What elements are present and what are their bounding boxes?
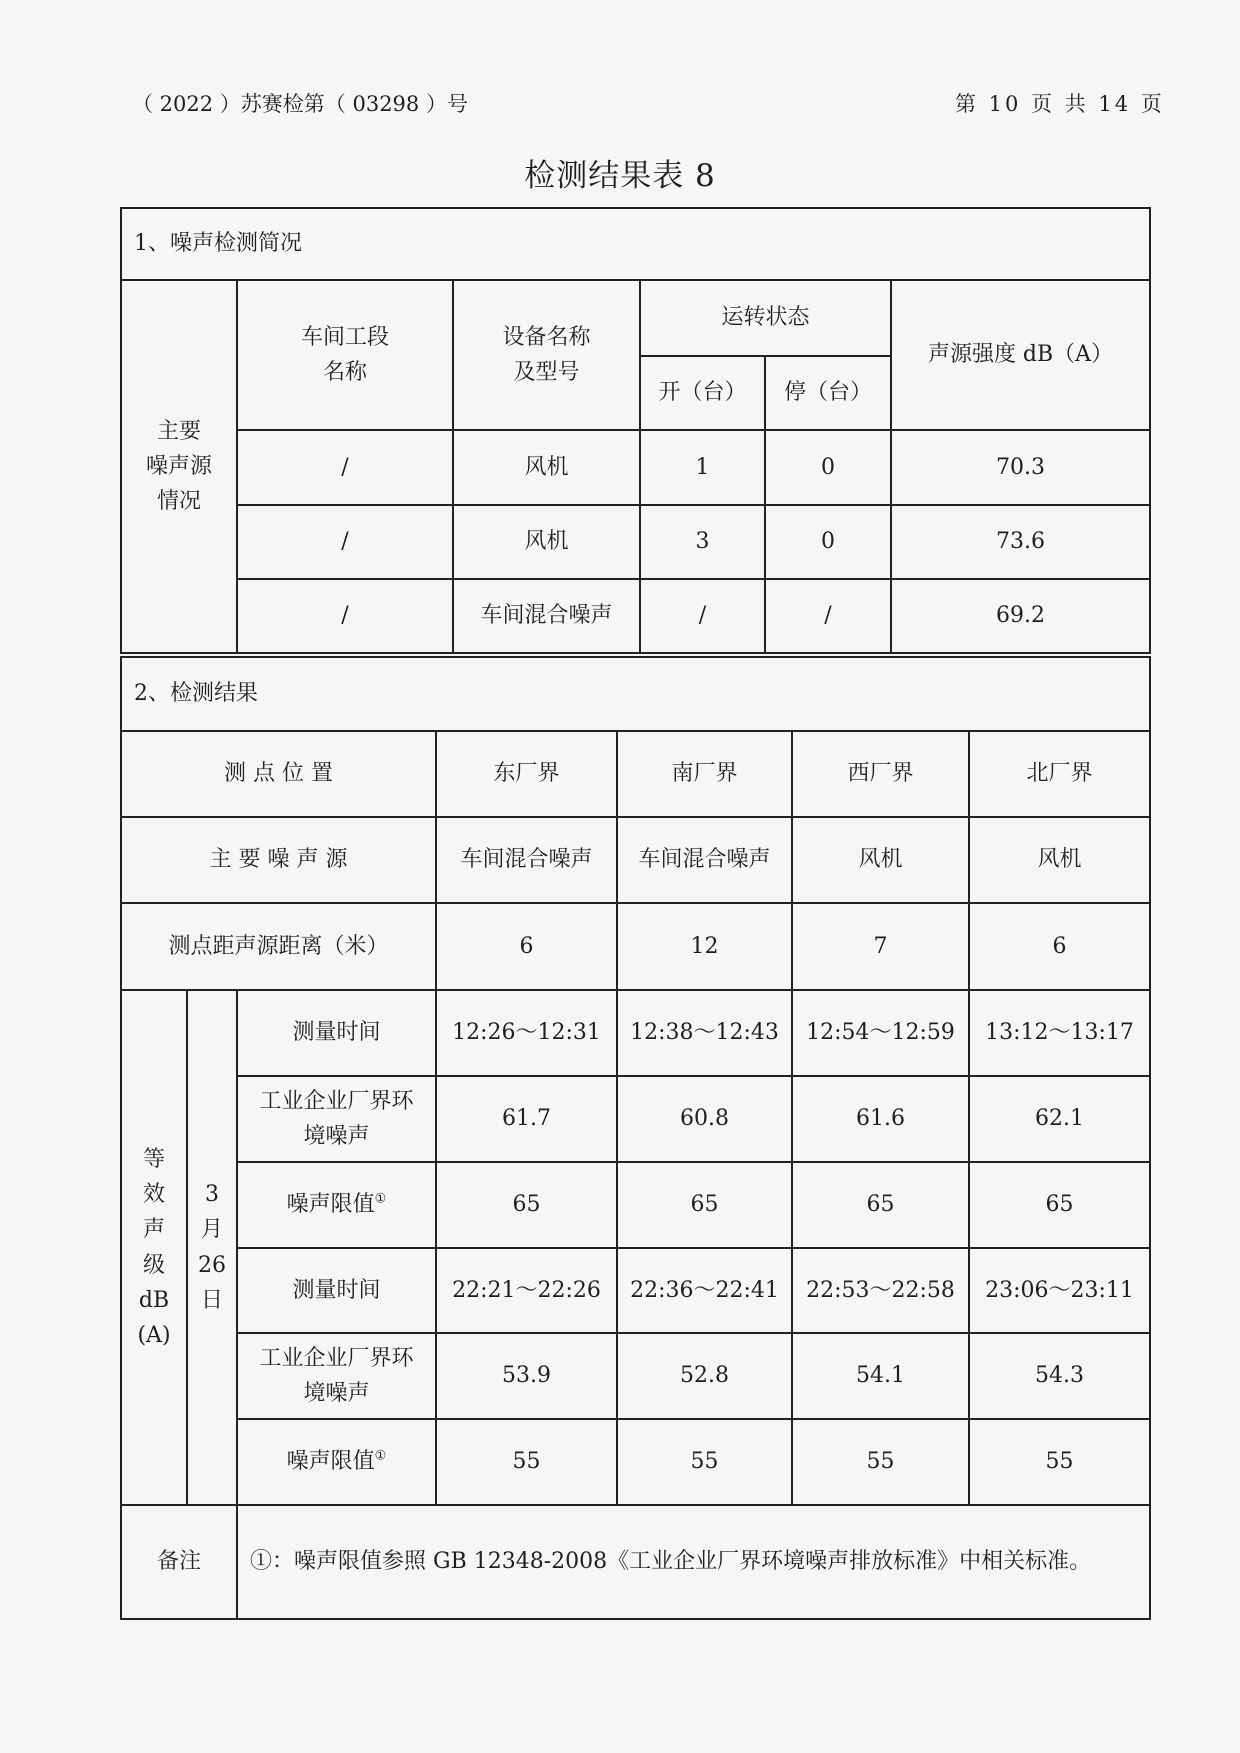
source-cell: 车间混合噪声 bbox=[436, 817, 617, 903]
noise-value: 53.9 bbox=[436, 1333, 617, 1419]
distance-cell: 12 bbox=[617, 903, 792, 990]
cell-workshop: / bbox=[237, 430, 453, 505]
distance-cell: 6 bbox=[969, 903, 1150, 990]
section1-heading: 1、噪声检测简况 bbox=[121, 208, 1150, 280]
location-north: 北厂界 bbox=[969, 731, 1150, 817]
cell-intensity: 73.6 bbox=[891, 505, 1150, 579]
limit-value: 65 bbox=[792, 1162, 969, 1248]
footnote-mark: ① bbox=[374, 1449, 387, 1465]
noise-value: 52.8 bbox=[617, 1333, 792, 1419]
cell-intensity: 70.3 bbox=[891, 430, 1150, 505]
source-cell: 风机 bbox=[792, 817, 969, 903]
cell-intensity: 69.2 bbox=[891, 579, 1150, 653]
main-noise-source-label: 主要 噪声源 情况 bbox=[121, 280, 237, 653]
cell-equipment: 车间混合噪声 bbox=[453, 579, 640, 653]
location-south: 南厂界 bbox=[617, 731, 792, 817]
limit-value: 65 bbox=[617, 1162, 792, 1248]
remark-text: ①：噪声限值参照 GB 12348-2008《工业企业厂界环境噪声排放标准》中相关标准。 bbox=[237, 1505, 1150, 1619]
document-title: 检测结果表 8 bbox=[524, 158, 716, 194]
table-row bbox=[121, 430, 1150, 505]
time-cell: 12:54～12:59 bbox=[792, 990, 969, 1076]
time-cell: 22:36～22:41 bbox=[617, 1248, 792, 1333]
noise-value: 54.3 bbox=[969, 1333, 1150, 1419]
source-label: 主 要 噪 声 源 bbox=[121, 817, 436, 903]
cell-on: / bbox=[640, 579, 765, 653]
location-row bbox=[121, 731, 1150, 817]
source-row bbox=[121, 817, 1150, 903]
limit-label: 噪声限值① bbox=[237, 1419, 436, 1505]
cell-workshop: / bbox=[237, 579, 453, 653]
section2-heading: 2、检测结果 bbox=[121, 657, 1150, 731]
page-info: 第 10 页 共 14 页 bbox=[955, 92, 1165, 116]
noise-value: 60.8 bbox=[617, 1076, 792, 1162]
cell-equipment: 风机 bbox=[453, 430, 640, 505]
cell-on: 1 bbox=[640, 430, 765, 505]
day-time-row bbox=[121, 990, 1150, 1076]
noise-value: 61.6 bbox=[792, 1076, 969, 1162]
limit-value: 55 bbox=[617, 1419, 792, 1505]
remark-row bbox=[121, 1505, 1150, 1619]
time-cell: 23:06～23:11 bbox=[969, 1248, 1150, 1333]
night-noise-row bbox=[121, 1333, 1150, 1419]
col-intensity-header: 声源强度 dB（A） bbox=[891, 280, 1150, 430]
location-label: 测 点 位 置 bbox=[121, 731, 436, 817]
col-status-header: 运转状态 bbox=[640, 280, 891, 356]
time-label: 测量时间 bbox=[237, 1248, 436, 1333]
noise-label: 工业企业厂界环 境噪声 bbox=[237, 1333, 436, 1419]
limit-value: 55 bbox=[436, 1419, 617, 1505]
col-off-header: 停（台） bbox=[765, 356, 891, 430]
distance-cell: 7 bbox=[792, 903, 969, 990]
col-on-header: 开（台） bbox=[640, 356, 765, 430]
time-cell: 22:53～22:58 bbox=[792, 1248, 969, 1333]
cell-off: / bbox=[765, 579, 891, 653]
limit-value: 65 bbox=[969, 1162, 1150, 1248]
cell-equipment: 风机 bbox=[453, 505, 640, 579]
limit-label: 噪声限值① bbox=[237, 1162, 436, 1248]
table-row bbox=[121, 579, 1150, 653]
cell-workshop: / bbox=[237, 505, 453, 579]
distance-label: 测点距声源距离（米） bbox=[121, 903, 436, 990]
col-equipment-header: 设备名称 及型号 bbox=[453, 280, 640, 430]
limit-value: 55 bbox=[792, 1419, 969, 1505]
noise-value: 62.1 bbox=[969, 1076, 1150, 1162]
night-time-row bbox=[121, 1248, 1150, 1333]
cell-off: 0 bbox=[765, 505, 891, 579]
cell-on: 3 bbox=[640, 505, 765, 579]
time-cell: 22:21～22:26 bbox=[436, 1248, 617, 1333]
location-west: 西厂界 bbox=[792, 731, 969, 817]
noise-value: 54.1 bbox=[792, 1333, 969, 1419]
distance-cell: 6 bbox=[436, 903, 617, 990]
date-label: 3 月 26 日 bbox=[187, 990, 237, 1505]
noise-label: 工业企业厂界环 境噪声 bbox=[237, 1076, 436, 1162]
equivalent-level-label: 等 效 声 级 dB (A) bbox=[121, 990, 187, 1505]
source-cell: 车间混合噪声 bbox=[617, 817, 792, 903]
noise-value: 61.7 bbox=[436, 1076, 617, 1162]
noise-result-table bbox=[120, 656, 1151, 1620]
time-cell: 13:12～13:17 bbox=[969, 990, 1150, 1076]
time-cell: 12:26～12:31 bbox=[436, 990, 617, 1076]
col-workshop-header: 车间工段 名称 bbox=[237, 280, 453, 430]
report-number: （ 2022 ）苏赛检第（ 03298 ）号 bbox=[132, 92, 468, 116]
noise-source-table bbox=[120, 207, 1151, 654]
time-cell: 12:38～12:43 bbox=[617, 990, 792, 1076]
location-east: 东厂界 bbox=[436, 731, 617, 817]
footnote-mark: ① bbox=[374, 1192, 387, 1208]
cell-off: 0 bbox=[765, 430, 891, 505]
source-cell: 风机 bbox=[969, 817, 1150, 903]
table-row bbox=[121, 505, 1150, 579]
night-limit-row bbox=[121, 1419, 1150, 1505]
time-label: 测量时间 bbox=[237, 990, 436, 1076]
distance-row bbox=[121, 903, 1150, 990]
limit-value: 65 bbox=[436, 1162, 617, 1248]
day-noise-row bbox=[121, 1076, 1150, 1162]
day-limit-row bbox=[121, 1162, 1150, 1248]
limit-value: 55 bbox=[969, 1419, 1150, 1505]
remark-label: 备注 bbox=[121, 1505, 237, 1619]
